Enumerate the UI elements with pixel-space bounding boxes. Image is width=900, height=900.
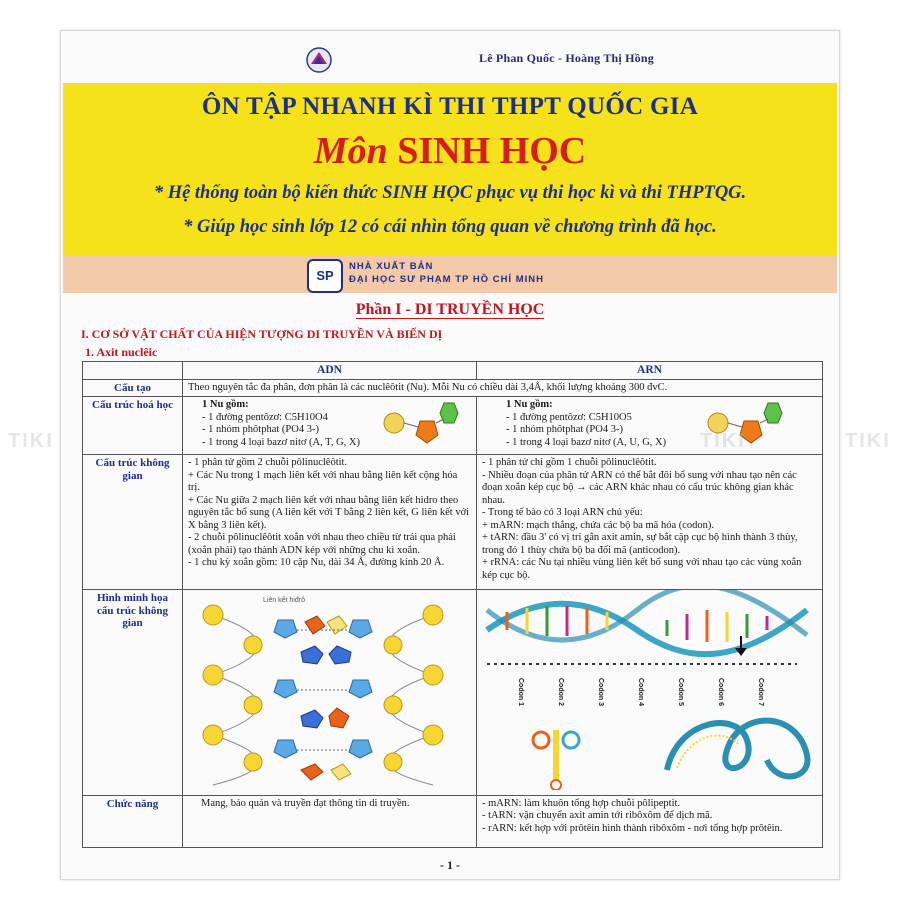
row-label-minh-hoa: Hình minh họa cấu trúc không gian bbox=[83, 590, 183, 796]
cell-minh-hoa-adn bbox=[183, 590, 477, 796]
codon-label: Codon 7 bbox=[757, 678, 764, 706]
publisher-line-2: ĐẠI HỌC SƯ PHẠM TP HỒ CHÍ MINH bbox=[349, 274, 544, 285]
adn-component-3: - 1 trong 4 loại bazơ nitơ (A, T, G, X) bbox=[202, 436, 360, 448]
watermark: TIKI bbox=[8, 430, 54, 452]
arn-function-line: - tARN: vận chuyển axit amin tới ribôxôm để dịch mã. bbox=[482, 810, 713, 821]
codon-label: Codon 4 bbox=[637, 678, 644, 706]
cell-hoa-hoc-adn bbox=[183, 397, 477, 455]
subsection-title: 1. Axit nuclêic bbox=[85, 345, 158, 359]
publisher-logo: SP bbox=[307, 259, 343, 293]
cell-minh-hoa-arn bbox=[477, 590, 823, 796]
adn-component-1: - 1 đường pentôzơ: C5H10O4 bbox=[202, 411, 328, 423]
rrna-graphic bbox=[667, 721, 807, 777]
cell-chuc-nang-adn bbox=[183, 795, 477, 847]
cell-khong-gian-arn bbox=[477, 455, 823, 590]
row-label-cau-tao: Cấu tạo bbox=[83, 379, 183, 397]
table-row-minh-hoa bbox=[83, 590, 823, 796]
section-title: I. CƠ SỞ VẬT CHẤT CỦA HIỆN TƯỢNG DI TRUYỀN VÀ BIẾN DỊ bbox=[81, 327, 443, 341]
row-label-hoa-hoc: Cấu trúc hoá học bbox=[83, 397, 183, 455]
adn-structure-line: + Các Nu trong 1 mạch liên kết với nhau bằng liên kết cộng hóa trị. bbox=[188, 469, 458, 493]
adn-component-2: - 1 nhóm phôtphat (PO4 3-) bbox=[202, 424, 319, 435]
part-title-text: Phần I - DI TRUYỀN HỌC bbox=[355, 301, 545, 318]
row-label-khong-gian: Cấu trúc không gian bbox=[83, 455, 183, 590]
mrna-helix-graphic bbox=[487, 590, 807, 656]
nucleotide-diagram-icon bbox=[382, 399, 462, 453]
subject-title bbox=[63, 129, 837, 173]
column-header-arn: ARN bbox=[477, 362, 823, 380]
adn-nu-heading: 1 Nu gồm: bbox=[202, 399, 249, 410]
cell-hoa-hoc-arn bbox=[477, 397, 823, 455]
top-header bbox=[61, 31, 839, 83]
codon-label: Codon 6 bbox=[717, 678, 724, 706]
adn-structure-line: - 2 chuỗi pôlinuclêôtit xoắn với nhau theo chiều từ trái qua phải (xoắn phải) tạo thành ADN kép với những chu kì xoắn. bbox=[188, 532, 456, 556]
document-page bbox=[60, 30, 840, 880]
main-title: ÔN TẬP NHANH KÌ THI THPT QUỐC GIA bbox=[201, 93, 699, 120]
rna-structure-illustration bbox=[477, 590, 821, 790]
title-banner bbox=[63, 83, 837, 255]
arn-structure-line: + tARN: đầu 3' có vị trí gắn axit amin, sự bắt cặp cục bộ hình thành 3 thùy, trong đó 1 thùy chứa bộ ba đối mã (anticodon). bbox=[482, 532, 798, 556]
adn-function: Mang, bảo quản và truyền đạt thông tin di truyền. bbox=[201, 797, 410, 809]
column-header-adn: ADN bbox=[183, 362, 477, 380]
subject-prefix: Môn bbox=[313, 130, 388, 172]
arn-structure-line: + mARN: mạch thẳng, chứa các bộ ba mã hóa (codon). bbox=[482, 519, 715, 531]
table-header-row bbox=[83, 362, 823, 380]
arn-structure-line: - Trong tế bào có 3 loại ARN chủ yếu: bbox=[482, 507, 643, 518]
cell-khong-gian-adn bbox=[183, 455, 477, 590]
codon-label: Codon 1 bbox=[517, 678, 524, 706]
cell-chuc-nang-arn bbox=[477, 795, 823, 847]
arn-nu-heading: 1 Nu gồm: bbox=[506, 399, 553, 410]
header-empty bbox=[83, 362, 183, 380]
codon-label: Codon 2 bbox=[557, 678, 564, 706]
arn-component-3: - 1 trong 4 loại bazơ nitơ (A, U, G, X) bbox=[506, 436, 667, 448]
adn-structure-line: + Các Nu giữa 2 mạch liên kết với nhau bằng liên kết hidro theo nguyên tắc bổ sung (A liên kết với T bằng 2 liên kết, G liên kết với X bằng 3 liên kết). bbox=[188, 494, 470, 531]
publisher-name bbox=[349, 260, 544, 286]
arn-function-line: - mARN: làm khuôn tổng hợp chuỗi pôlipeptit. bbox=[482, 797, 681, 809]
arn-component-1: - 1 đường pentôzơ: C5H10O5 bbox=[506, 411, 632, 423]
adn-structure-line: - 1 chu kỳ xoắn gồm: 10 cặp Nu, dài 34 Å, đường kính 20 Å. bbox=[188, 557, 445, 568]
arn-structure-line: + rRNA: các Nu tại nhiều vùng liên kết bổ sung với nhau tạo các vùng xoắn kép cục bộ. bbox=[482, 557, 802, 581]
bullet-point-1: * Hệ thống toàn bộ kiến thức SINH HỌC phục vụ thi học kì và thi THPTQG. bbox=[153, 183, 747, 203]
table-row-cau-tao bbox=[83, 379, 823, 397]
publisher-emblem-icon bbox=[305, 46, 333, 74]
watermark: TIKI bbox=[700, 430, 746, 452]
part-title bbox=[61, 301, 839, 319]
publisher-bar bbox=[63, 255, 837, 293]
dna-double-helix-illustration bbox=[183, 590, 475, 790]
dna-helix-graphic bbox=[203, 605, 443, 785]
bullet-point-2: * Giúp học sinh lớp 12 có cái nhìn tổng quan về chương trình đã học. bbox=[183, 217, 717, 237]
arn-structure-line: - Nhiều đoạn của phân tử ARN có thể bắt đôi bổ sung với nhau tạo nên các đoạn xoắn kép cục bộ → các ARN khác nhau có cấu trúc không gian khác nhau. bbox=[482, 469, 797, 506]
arn-function-line: - rARN: kết hợp với prôtêin hình thành ribôxôm - nơi tổng hợp prôtêin. bbox=[482, 822, 783, 834]
authors: Lê Phan Quốc - Hoàng Thị Hồng bbox=[479, 51, 654, 65]
codon-label: Codon 5 bbox=[677, 678, 684, 706]
publisher-line-1: NHÀ XUẤT BẢN bbox=[349, 261, 434, 272]
table-row-chuc-nang bbox=[83, 795, 823, 847]
codon-label: Codon 3 bbox=[597, 678, 604, 706]
adn-structure-line: - 1 phân tử gồm 2 chuỗi pôlinuclêôtit. bbox=[188, 457, 348, 468]
subject-name: SINH HỌC bbox=[397, 130, 587, 172]
hydrogen-bond-label: Liên kết hiđrô bbox=[263, 597, 306, 604]
cell-cau-tao: Theo nguyên tắc đa phân, đơn phân là các nuclêôtit (Nu). Mỗi Nu có chiều dài 3,4Å, khối lượng khoảng 300 đvC. bbox=[183, 379, 823, 397]
watermark: TIKI bbox=[845, 430, 891, 452]
table-row-khong-gian bbox=[83, 455, 823, 590]
arn-component-2: - 1 nhóm phôtphat (PO4 3-) bbox=[506, 424, 623, 435]
row-label-chuc-nang: Chức năng bbox=[83, 795, 183, 847]
trna-graphic bbox=[533, 730, 579, 790]
page-number: - 1 - bbox=[440, 858, 460, 872]
arn-structure-line: - 1 phân tử chỉ gồm 1 chuỗi pôlinuclêôtit. bbox=[482, 457, 657, 468]
